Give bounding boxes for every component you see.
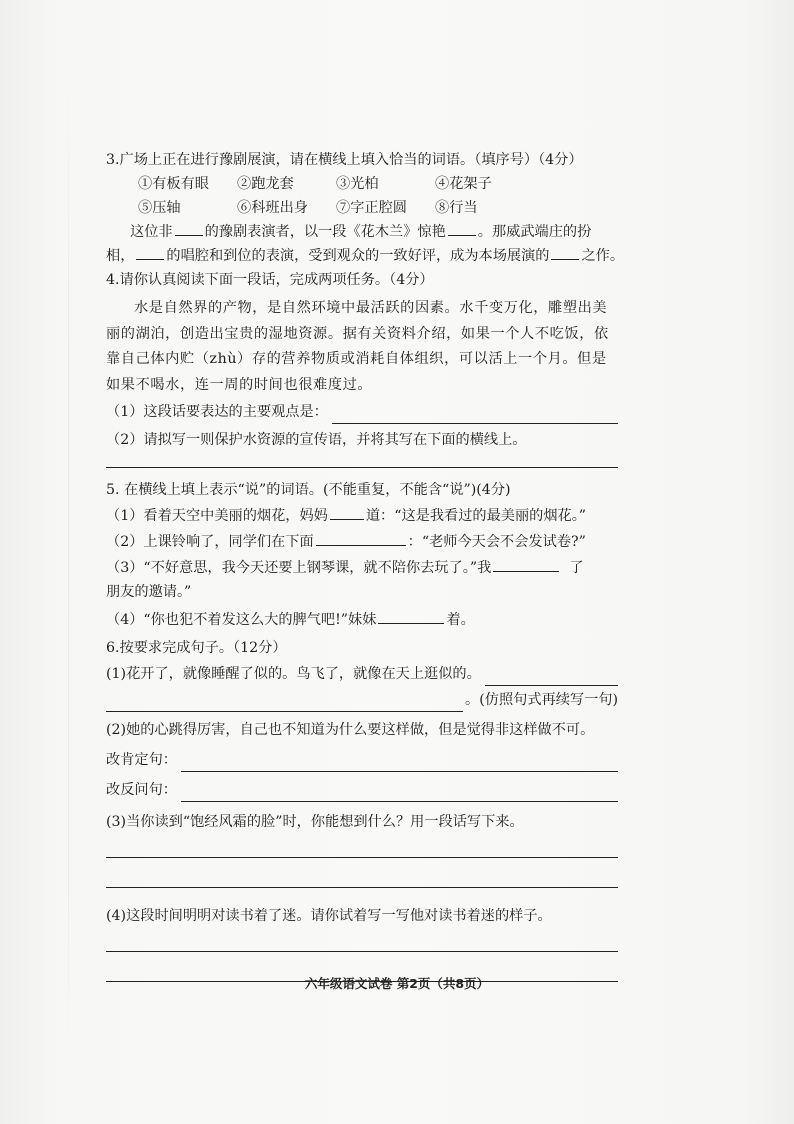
page-footer: 六年级语文试卷 第2页（共8页） [304,976,490,991]
q5-text: （2）上课铃响了，同学们在下面 [106,534,314,550]
q3-options-row2 [106,196,618,220]
q4-task1-answer-line[interactable] [332,407,618,424]
q6-part2-prompt: (2)她的心跳得厉害，自己也不知道为什么要这样做，但是觉得非这样做不可。 [106,722,595,738]
q5-sentence-2 [106,530,618,554]
q6-part1-row2 [106,686,618,712]
q3-blank-4[interactable] [551,245,579,260]
q5-blank-3[interactable] [493,557,559,572]
q3-option-6: ⑥科班出身 [237,200,308,216]
q3-option-2: ②跑龙套 [237,176,294,192]
q5-title: 5. 在横线上填上表示“说”的词语。(不能重复，不能含“说”)(4分) [106,482,511,498]
q6-part2-affirmative-label: 改肯定句： [106,752,177,768]
q5-text: （4）“你也犯不着发这么大的脾气吧!”妹妹 [106,612,377,628]
q5-sentence-3 [106,556,618,580]
q6-part2-affirmative-row [106,746,618,772]
q3-option-4: ④花架子 [435,176,492,192]
q4-task1-label: （1）这段话要表达的主要观点是： [106,404,328,420]
q3-option-5: ⑤压轴 [138,200,181,216]
q3-option-3: ③光柏 [336,176,379,192]
q4-passage: 水是自然界的产物，是自然环境中最活跃的因素。水千变万化，雕塑出美丽的湖泊，创造出宝贵的湿地资源。据有关资料介绍，如果一个人不吃饭，依靠自己体内贮（zhù）存的营养物质或消耗自体组织，可以活上一个月。但是如果不喝水，连一周的时间也很难度过。 [106,300,609,393]
q5-text: 了 [569,560,584,576]
q6-part4-prompt: (4)这段时间明明对读书着了迷。请你试着写一写他对读书着迷的样子。 [106,908,552,924]
q6-part2-affirmative-line[interactable] [181,755,618,772]
q3-blank-3[interactable] [136,245,164,260]
q5-sentence-4 [106,608,618,632]
q3-sentence-line2 [106,244,625,268]
q4-title: 4.请你认真阅读下面一段话，完成两项任务。（4分） [106,272,434,288]
q3-text: 这位非 [130,224,173,240]
q3-text: 的豫剧表演者，以一段《花木兰》惊艳 [204,224,446,240]
q5-text: （1）看着天空中美丽的烟花，妈妈 [106,508,328,524]
q6-part1-answer-line-b[interactable] [106,695,463,712]
q3-text: 之作。 [581,248,625,264]
q6-part1-prompt: (1)花开了，就像睡醒了似的。鸟飞了，就像在天上逛似的。 [106,666,481,682]
q3-text: 。那威武端庄的扮 [477,224,592,240]
q3-option-1: ①有板有眼 [138,176,209,192]
q5-text: 着。 [446,612,475,628]
q6-part2-rhetorical-label: 改反问句： [106,782,177,798]
q6-part1-note: 。(仿照句式再续写一句) [465,692,618,708]
q4-task1-row [106,398,618,424]
q5-blank-2[interactable] [316,531,406,546]
q3-blank-2[interactable] [448,221,476,236]
q5-sentence-1 [106,504,618,528]
q6-part3-prompt: (3)当你读到“饱经风霜的脸”时，你能想到什么？用一段话写下来。 [106,814,524,830]
q6-part1-answer-line-a[interactable] [485,669,618,686]
q3-option-8: ⑧行当 [435,200,478,216]
page-fold-shadow [68,60,69,1060]
exam-content [106,148,625,982]
q5-sentence-3-cont: 朋友的邀请。” [106,584,192,600]
q5-text: ：“老师今天会不会发试卷?” [407,534,586,550]
q5-text: 道：“这是我看过的最美丽的烟花。” [365,508,587,524]
q3-text: 相， [106,248,135,264]
q6-part2-rhetorical-row [106,776,618,802]
q3-blank-1[interactable] [175,221,203,236]
q6-part1-row [106,660,618,686]
q4-task2-label: （2）请拟写一则保护水资源的宣传语，并将其写在下面的横线上。 [106,432,527,448]
q3-text: 的唱腔和到位的表演，受到观众的一致好评，成为本场展演的 [166,248,550,264]
q5-text: （3）“不好意思，我今天还要上钢琴课，就不陪你去玩了。”我 [106,560,492,576]
q3-option-7: ⑦字正腔圆 [336,200,407,216]
q6-part2-rhetorical-line[interactable] [181,785,618,802]
q5-blank-1[interactable] [330,505,364,520]
q3-sentence-line1 [106,220,618,244]
q3-options-row1 [106,172,618,196]
q3-title: 3.广场上正在进行豫剧展演，请在横线上填入恰当的词语。（填序号）（4分） [106,152,583,168]
q5-blank-4[interactable] [378,609,444,624]
q6-title: 6.按要求完成句子。（12分） [106,640,287,656]
